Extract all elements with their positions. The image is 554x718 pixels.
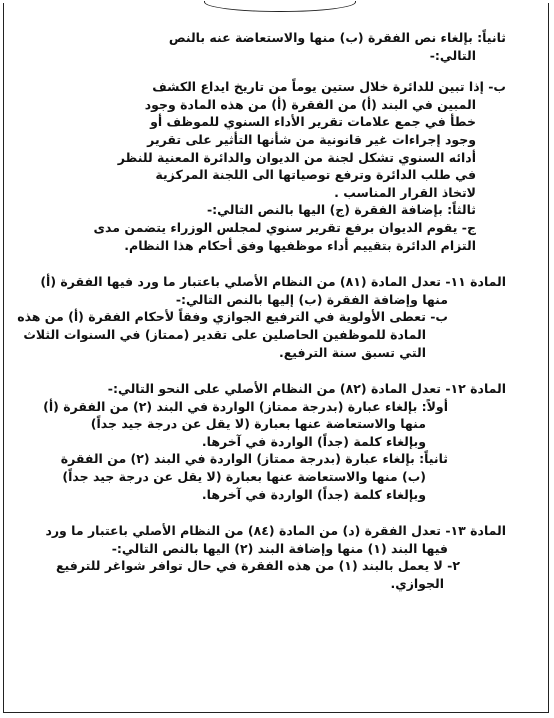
paragraph-line: المادة ١١- تعدل المادة (٨١) من النظام الأصلي باعتبار ما ورد فيها الفقرة (أ) bbox=[40, 274, 506, 290]
paragraph-line: الجوازي. bbox=[390, 576, 444, 592]
paragraph-line: التزام الدائرة بتقييم أداء موظفيها وفق أحكام هذا النظام. bbox=[124, 237, 476, 253]
paragraph-line: التي تسبق سنة الترفيع. bbox=[279, 344, 426, 360]
paragraph-line: وبإلغاء كلمة (جداً) الواردة في آخرها. bbox=[201, 486, 426, 502]
paragraph-line: خطأ في جمع علامات تقرير الأداء السنوي للموظف أو bbox=[150, 114, 476, 130]
paragraph-line: وجود إجراءات غير قانونية من شأنها التأثير على تقرير bbox=[147, 131, 476, 147]
paragraph-line: المادة ١٣- تعدل الفقرة (د) من المادة (٨٤) من النظام الأصلي باعتبار ما ورد bbox=[45, 523, 506, 539]
paragraph-line: ٢- لا يعمل بالبند (١) من هذه الفقرة في حال توافر شواغر للترفيع bbox=[56, 558, 460, 574]
document-body bbox=[17, 29, 506, 593]
paragraph-line: ثالثاً: بإضافة الفقرة (ج) اليها بالنص التالي:- bbox=[206, 202, 476, 218]
paragraph-line: منها وإضافة الفقرة (ب) إليها بالنص التالي:- bbox=[175, 291, 448, 307]
paragraph-line: أدائه السنوي تشكل لجنة من الديوان والدائرة المعنية للنظر bbox=[117, 149, 476, 165]
paragraph-line: ب- إذا تبين للدائرة خلال ستين يوماً من تاريخ ايداع الكشف bbox=[152, 79, 506, 95]
paragraph-line: المبين في البند (أ) من الفقرة (أ) من هذه المادة وجود bbox=[144, 96, 476, 112]
paragraph-line: التالي:- bbox=[429, 47, 476, 63]
page-top-tab bbox=[204, 1, 356, 12]
paragraph-line: أولاً: بإلغاء عبارة (بدرجة ممتاز) الواردة في البند (٢) من الفقرة (أ) bbox=[43, 398, 448, 414]
paragraph-line: المادة للموظفين الحاصلين على تقدير (ممتاز) في السنوات الثلاث bbox=[23, 326, 426, 342]
paragraph-line: وبإلغاء كلمة (جداً) الواردة في آخرها. bbox=[201, 433, 426, 449]
paragraph-line: لاتخاذ القرار المناسب . bbox=[334, 184, 476, 200]
paragraph-line: منها والاستعاضة عنها بعبارة (لا يقل عن درجة جيد جداً) bbox=[90, 416, 426, 432]
paragraph-line: ج- يقوم الديوان برفع تقرير سنوي لمجلس الوزراء يتضمن مدى bbox=[93, 219, 476, 235]
paragraph-line: فيها البند (١) منها وإضافة البند (٢) اليها بالنص التالي:- bbox=[111, 540, 448, 556]
paragraph-line: ثانياً: بإلغاء عبارة (بدرجة ممتاز) الواردة في البند (٢) من الفقرة bbox=[60, 451, 448, 467]
paragraph-line: ثانياً: بإلغاء نص الفقرة (ب) منها والاستعاضة عنه بالنص bbox=[168, 30, 506, 45]
paragraph-line: (ب) منها والاستعاضة عنها بعبارة (لا يقل عن درجة جيد جداً) bbox=[62, 469, 426, 485]
paragraph-line: ب- تعطى الأولوية في الترفيع الجوازي وفقاً لأحكام الفقرة (أ) من هذه bbox=[17, 309, 448, 325]
paragraph-line: في طلب الدائرة وترفع توصياتها الى اللجنة المركزية bbox=[155, 167, 476, 183]
paragraph-line: المادة ١٢- تعدل المادة (٨٢) من النظام الأصلي على النحو التالي:- bbox=[107, 381, 506, 397]
